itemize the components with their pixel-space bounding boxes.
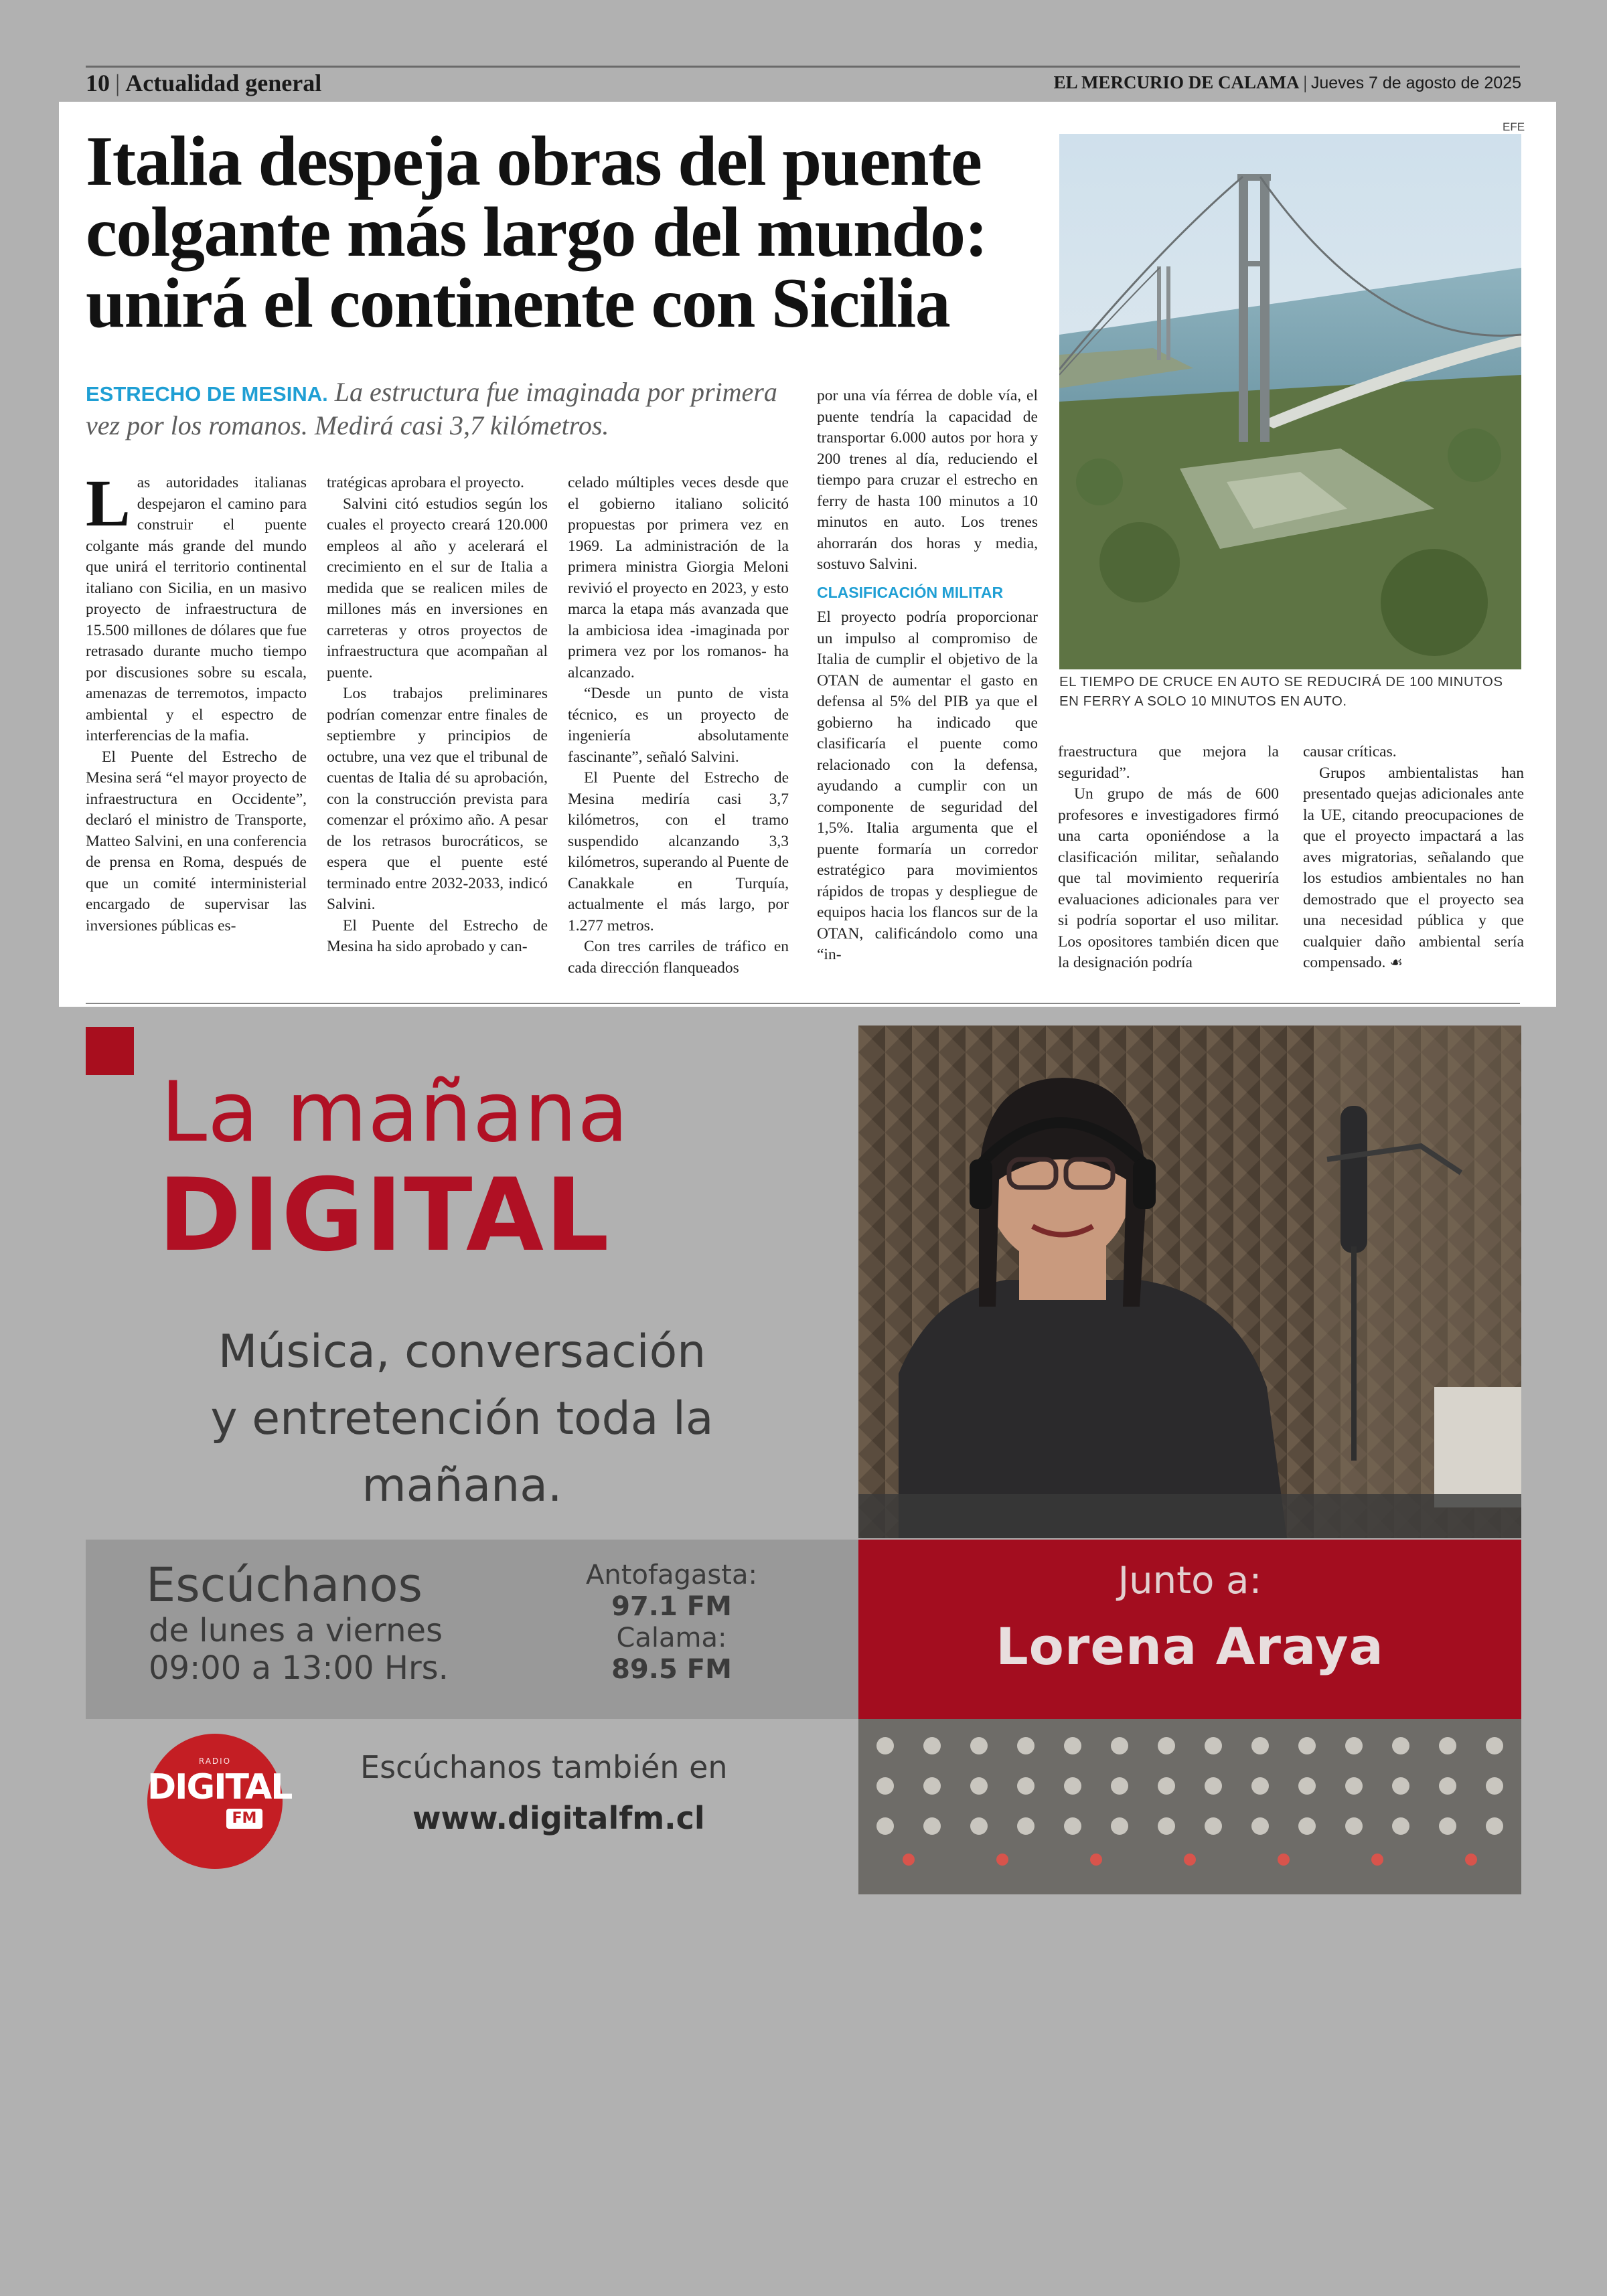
ad-website-link[interactable]: www.digitalfm.cl bbox=[412, 1800, 705, 1836]
station-city: Calama: bbox=[616, 1623, 727, 1653]
station-frequency: 97.1 FM bbox=[611, 1591, 732, 1622]
article-column-5 bbox=[1058, 742, 1279, 988]
paragraph: Grupos ambientalistas han presentado quejas adicionales ante la UE, citando preocupaciones de que el proyecto impactará a las aves migratorias, señalando que los estudios ambientales no han demostrado que el proyecto sea una necesidad pública y que cualquier daño ambiental sería compensado. ☙ bbox=[1303, 764, 1524, 971]
article-headline: Italia despeja obras del puente colgante más largo del mundo: unirá el continente con Sicilia bbox=[86, 122, 988, 342]
page-header-right: EL MERCURIO DE CALAMA | Jueves 7 de agosto de 2025 bbox=[1053, 72, 1521, 92]
paragraph: por una vía férrea de doble vía, el puente tendría la capacidad de transportar 6.000 autos por hora y 200 trenes al día, reduciendo el tiempo para cruzar el estrecho en ferry de hasta 100 minutos a 10 minutos en auto. Los trenes ahorrarán dos horas y media, sostuvo Salvini. bbox=[817, 387, 1038, 573]
article-column-3 bbox=[568, 473, 789, 988]
article-column-6 bbox=[1303, 742, 1524, 988]
paragraph: Un grupo de más de 600 profesores e investigadores firmó una carta oponiéndose a la clasificación militar, señalando que tal movimiento requeriría evaluaciones adicionales para ver si podría soportar el uso militar. Los opositores también dicen que la designación podría bbox=[1058, 785, 1279, 971]
ad-corner-square bbox=[86, 1027, 134, 1075]
mixing-console-photo bbox=[858, 1719, 1521, 1894]
section-name: Actualidad general bbox=[125, 70, 322, 96]
article-deck bbox=[86, 376, 809, 441]
paragraph: causar críticas. bbox=[1303, 743, 1397, 760]
paragraph: Las autoridades italianas despejaron el camino para construir el puente colgante más grande del mundo que unirá el territorio continental italiano con Sicilia, en un masivo proyecto de infraestructura de 15.500 millones de dólares que fue retrasado durante mucho tiempo por discusiones sobre su escala, amenazas de terremotos, impacto ambiental y el espectro de interferencias de la mafia. bbox=[86, 473, 307, 744]
paragraph: fraestructura que mejora la seguridad”. bbox=[1058, 743, 1279, 782]
issue-date: Jueves 7 de agosto de 2025 bbox=[1310, 74, 1521, 92]
paragraph: Salvini citó estudios según los cuales el proyecto creará 120.000 empleos al año y acelerará el crecimiento en el sur de Italia a medida que se realicen miles de millones más en inversiones en carreteras y otros proyectos de infraestructura que acompañan al puente. bbox=[327, 495, 548, 681]
article-column-4 bbox=[817, 386, 1038, 988]
ad-hours: 09:00 a 13:00 Hrs. bbox=[149, 1649, 449, 1687]
paragraph: El Puente del Estrecho de Mesina ha sido aprobado y can- bbox=[327, 916, 548, 955]
article-kicker: ESTRECHO DE MESINA. bbox=[86, 382, 328, 406]
article-column-2 bbox=[327, 473, 548, 988]
paragraph: celado múltiples veces desde que el gobierno italiano solicitó propuestas por primera vez en 1969. La administración de la primera ministra Giorgia Meloni revivió el proyecto en 2023, y esto marca la etapa más avanzada que la ambiciosa idea -imaginada por primera vez por los romanos- ha alcanzado. bbox=[568, 474, 789, 681]
paragraph: El proyecto podría proporcionar un impulso al compromiso de Italia de cumplir el objetivo de la OTAN de aumentar el gasto en defensa al 5% del PIB ya que el gobierno ha indicado que clasificaría el puente como relacionado con la defensa, ayudando a cumplir con un componente de seguridad del 1,5%. Italia argumenta que el puente formaría un corredor estratégico para movimientos rápidos de tropas y despliegue de equipos hacia los flancos sur de la OTAN, calificándolo como una “in- bbox=[817, 608, 1038, 963]
paragraph: Con tres carriles de tráfico en cada dirección flanqueados bbox=[568, 938, 789, 977]
paragraph: Los trabajos preliminares podrían comenzar entre finales de septiembre y principios de octubre, una vez que el tribunal de cuentas de Italia dé su aprobación, con la construcción prevista para comenzar el próximo año. A pesar de los retrasos burocráticos, se espera que el puente esté terminado entre 2032-2033, indicó Salvini. bbox=[327, 685, 548, 913]
ad-title-line1: La mañana bbox=[161, 1064, 629, 1161]
station-city: Antofagasta: bbox=[586, 1560, 757, 1590]
photo-credit: EFE bbox=[1503, 120, 1525, 133]
photo-caption: EL TIEMPO DE CRUCE EN AUTO SE REDUCIRÁ DE 100 MINUTOS EN FERRY A SOLO 10 MINUTOS EN AUTO. bbox=[1059, 674, 1503, 709]
dropcap: L bbox=[86, 473, 131, 540]
end-mark-icon: ☙ bbox=[1389, 955, 1403, 971]
article-column-1 bbox=[86, 473, 307, 988]
page-header-left: 10 | Actualidad general bbox=[86, 70, 322, 96]
ad-host-name: Lorena Araya bbox=[996, 1617, 1384, 1676]
ad-days: de lunes a viernes bbox=[149, 1612, 443, 1649]
host-studio-photo bbox=[858, 1026, 1521, 1538]
article-bottom-rule bbox=[86, 1003, 1520, 1004]
publication-name: EL MERCURIO DE CALAMA bbox=[1053, 72, 1300, 92]
paragraph: tratégicas aprobara el proyecto. bbox=[327, 474, 524, 491]
ad-title-line2: DIGITAL bbox=[158, 1157, 611, 1274]
ad-tagline: Música, conversación y entretención toda la mañana. bbox=[210, 1325, 714, 1512]
article-deck-text: La estructura fue imaginada por primera vez por los romanos. Medirá casi 3,7 kilómetros. bbox=[86, 377, 777, 440]
paragraph: El Puente del Estrecho de Mesina será “el mayor proyecto de infraestructura en Occidente”, declaró el ministro de Transporte, Matteo Salvini, en una conferencia de prensa en Roma, después de que un comité interministerial encargado de supervisar las inversiones públicas es- bbox=[86, 748, 307, 934]
ad-stations bbox=[561, 1560, 782, 1686]
header-rule bbox=[86, 66, 1520, 68]
ad-also-listen: Escúchanos también en bbox=[360, 1749, 728, 1785]
paragraph: “Desde un punto de vista técnico, es un proyecto de ingeniería absolutamente fascinante”, señaló Salvini. bbox=[568, 685, 789, 766]
bridge-photo bbox=[1059, 134, 1521, 669]
ad-with-label: Junto a: bbox=[1118, 1559, 1262, 1603]
section-subhead: CLASIFICACIÓN MILITAR bbox=[817, 583, 1004, 601]
page-number: 10 bbox=[86, 70, 110, 96]
digital-fm-logo: RADIO DIGITAL FM bbox=[147, 1734, 283, 1869]
station-frequency: 89.5 FM bbox=[611, 1654, 732, 1685]
paragraph: El Puente del Estrecho de Mesina mediría casi 3,7 kilómetros, con el tramo suspendido alcanzando 3,3 kilómetros, superando al Puente de Canakkale en Turquía, actualmente el más largo, por 1.277 metros. bbox=[568, 769, 789, 934]
ad-listen-label: Escúchanos bbox=[146, 1558, 423, 1613]
